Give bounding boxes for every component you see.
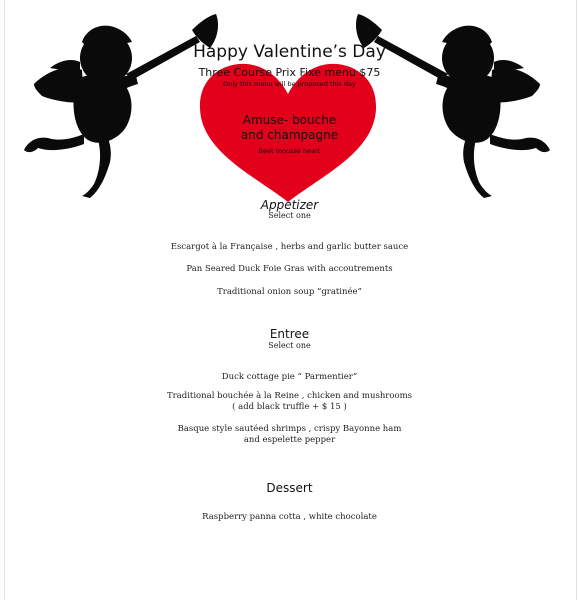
- entree-item-cont: and espelette pepper: [243, 435, 336, 445]
- amuse-line-1: Amuse- bouche: [242, 113, 337, 127]
- menu-note: Only this menu will be proposed this day: [223, 80, 356, 88]
- amuse-heading: [0, 113, 579, 143]
- entree-select: Select one: [268, 341, 311, 350]
- menu-subtitle: Three Course Prix Fixe menu $75: [198, 66, 381, 79]
- entree-item-note: ( add black truffle + $ 15 ): [232, 402, 347, 412]
- appetizer-heading: Appetizer: [260, 198, 319, 212]
- cupid-trumpet-right-icon: [354, 12, 560, 198]
- appetizer-select: Select one: [268, 211, 311, 220]
- dessert-heading: Dessert: [266, 481, 313, 495]
- cupid-trumpet-left-icon: [14, 12, 220, 198]
- appetizer-item: Pan Seared Duck Foie Gras with accoutrements: [186, 264, 393, 274]
- entree-item: Basque style sautéed shrimps , crispy Bayonne ham: [177, 424, 402, 434]
- dessert-item: Raspberry panna cotta , white chocolate: [202, 512, 377, 522]
- entree-heading: Entree: [269, 327, 310, 341]
- amuse-line-2: and champagne: [240, 128, 339, 142]
- appetizer-item: Traditional onion soup “gratinée”: [217, 287, 362, 297]
- entree-item: Duck cottage pie “ Parmentier”: [221, 372, 358, 382]
- appetizer-item: Escargot à la Française , herbs and garlic butter sauce: [170, 242, 409, 252]
- amuse-item: Beet mousse heart: [258, 147, 321, 155]
- entree-item: Traditional bouchée à la Reine , chicken and mushrooms: [166, 391, 413, 401]
- page-title: Happy Valentine’s Day: [193, 42, 386, 62]
